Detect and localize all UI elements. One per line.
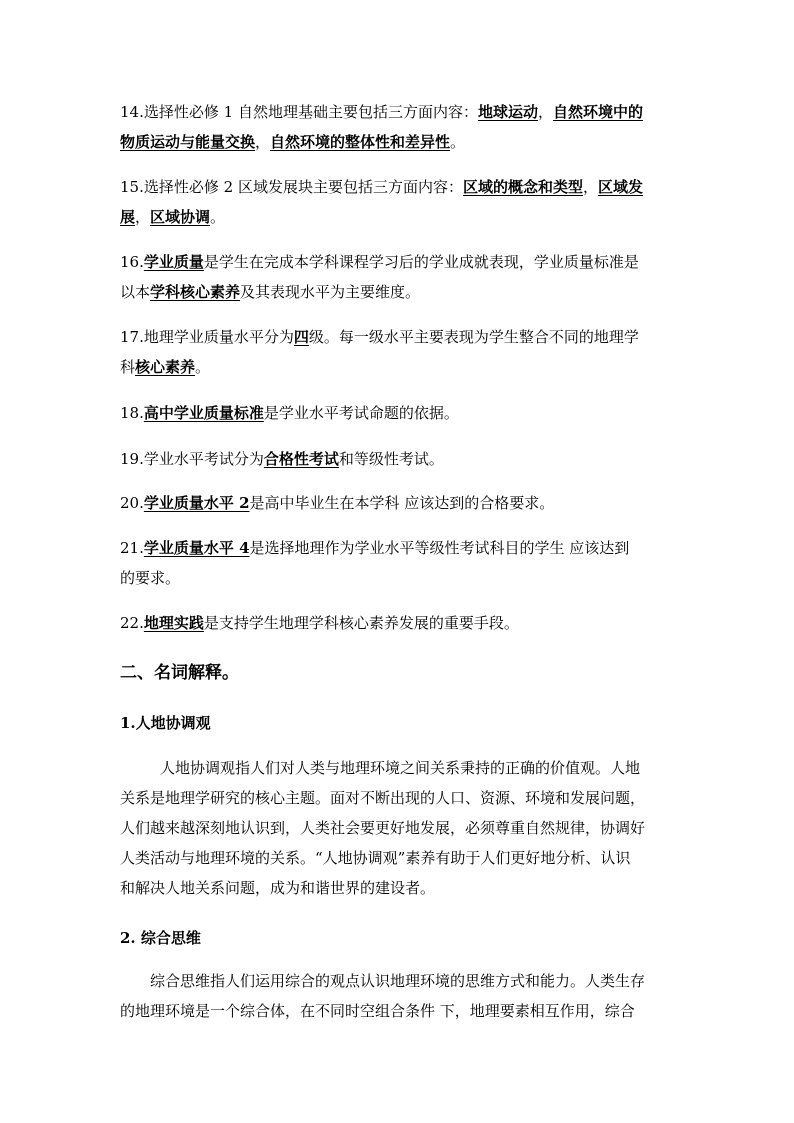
statement-line [120,444,676,474]
statement-text: ， [135,208,151,226]
statement-22 [120,608,676,638]
statement-line [120,533,676,563]
statement-text: 是选择地理作为学业水平等级性考试科目的学生 应该达到 [249,539,630,557]
key-term: 区域的概念和类型 [462,178,583,196]
statement-16 [120,247,676,307]
term-body-line: 综合思维指人们运用综合的观点认识地理环境的思维方式和能力。人类生存 [150,972,646,990]
statement-text: 科 [120,358,136,376]
term-body-line: 关系是地理学研究的核心主题。面对不断出现的人口、资源、环境和发展问题， [120,789,646,807]
key-term: 学业质量水平 2 [143,494,250,512]
statement-line [120,247,676,277]
statement-text: ， [582,178,598,196]
key-term: 学业质量水平 4 [143,539,250,557]
key-term: 自然环境的整体性和差异性 [270,133,451,151]
key-term: 区域协调 [150,208,211,226]
key-term: 地球运动 [477,103,538,121]
statement-line [120,352,676,382]
section-heading: 二、名词解释。 [120,663,239,683]
statement-number: 15. [120,178,144,196]
term-body-line: 人地协调观指人们对人类与地理环境之间关系秉持的正确的价值观。人地 [160,759,641,777]
statement-text: 和等级性考试。 [338,450,444,468]
statement-line [120,488,676,518]
statement-line [120,398,676,428]
statement-number: 22. [120,614,144,632]
key-term: 区域发 [597,178,643,196]
statement-text: 地理学业质量水平分为 [143,328,294,346]
term-body-line: 和解决人地关系问题，成为和谐世界的建设者。 [120,879,436,897]
term-body-line: 人们越来越深刻地认识到，人类社会要更好地发展，必须尊重自然规律，协调好 [120,819,646,837]
key-term: 学科核心素养 [150,283,241,301]
key-term: 地理实践 [143,614,204,632]
statement-line [120,172,676,202]
statement-text: 是支持学生地理学科核心素养发展的重要手段。 [203,614,519,632]
term-title: 1.人地协调观 [120,714,211,732]
statement-line [120,202,676,232]
statement-number: 19. [120,450,144,468]
statement-text: 选择性必修 2 区域发展块主要包括三方面内容： [143,178,463,196]
statement-21 [120,533,676,593]
statement-text: 级。每一级水平主要表现为学生整合不同的地理学 [308,328,639,346]
statement-text: 选择性必修 1 自然地理基础主要包括三方面内容： [143,103,478,121]
statement-19 [120,444,676,474]
statement-17 [120,322,676,382]
statement-20 [120,488,676,518]
statement-text: 是学生在完成本学科课程学习后的学业成就表现，学业质量标准是 [203,253,639,271]
key-term: 学业质量 [143,253,204,271]
statement-number: 14. [120,103,144,121]
key-term: 自然环境中的 [552,103,643,121]
statement-text: 及其表现水平为主要维度。 [240,283,421,301]
statement-text: 的要求。 [120,569,181,587]
term-body-line: 的地理环境是一个综合体，在不同时空组合条件 下，地理要素相互作用，综合 [120,1002,635,1020]
statement-number: 18. [120,404,144,422]
statement-15 [120,172,676,232]
statement-text: 是学业水平考试命题的依据。 [263,404,459,422]
key-term: 核心素养 [135,358,196,376]
term-title: 2. 综合思维 [120,929,201,947]
statement-number: 20. [120,494,144,512]
statement-14 [120,97,676,157]
statement-text: ， [537,103,553,121]
term-body [120,966,676,1026]
statement-text: ， [255,133,271,151]
statement-line [120,608,676,638]
statement-line [120,563,676,593]
key-term: 四 [293,328,309,346]
statement-line [120,97,676,127]
statement-text: 是高中毕业生在本学科 应该达到的合格要求。 [249,494,555,512]
statement-text: 。 [210,208,226,226]
statement-line [120,322,676,352]
statement-number: 16. [120,253,144,271]
statement-text: 学业水平考试分为 [143,450,264,468]
statement-18 [120,398,676,428]
statement-text: 。 [450,133,466,151]
key-term: 合格性考试 [263,450,339,468]
statement-line [120,127,676,157]
statement-number: 17. [120,328,144,346]
statement-text: 以本 [120,283,151,301]
key-term: 展 [120,208,136,226]
statement-line [120,277,676,307]
key-term: 物质运动与能量交换 [120,133,256,151]
statement-text: 。 [195,358,211,376]
term-body-line: 人类活动与地理环境的关系。“人地协调观”素养有助于人们更好地分析、认识 [120,849,631,867]
statement-number: 21. [120,539,144,557]
term-body [120,753,676,903]
key-term: 高中学业质量标准 [143,404,264,422]
